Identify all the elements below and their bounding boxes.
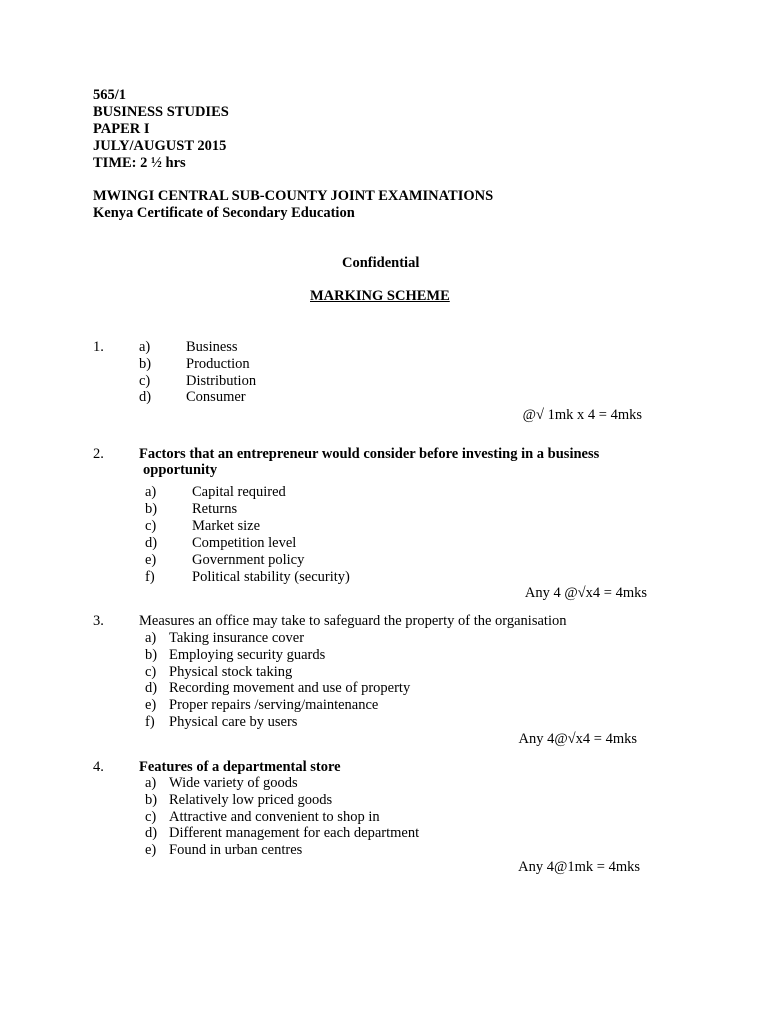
item-text: Physical stock taking bbox=[169, 664, 293, 680]
item-letter: f) bbox=[145, 714, 155, 730]
list-item bbox=[145, 809, 380, 826]
item-text: Recording movement and use of property bbox=[169, 680, 411, 696]
item-text: Competition level bbox=[192, 535, 297, 551]
list-item bbox=[139, 356, 250, 373]
paper-code: 565/1 bbox=[93, 87, 127, 103]
item-text: Market size bbox=[192, 518, 261, 534]
list-item bbox=[145, 664, 292, 681]
item-text: Attractive and convenient to shop in bbox=[169, 809, 380, 825]
certificate-name: Kenya Certificate of Secondary Education bbox=[93, 205, 355, 221]
item-letter: b) bbox=[145, 792, 158, 808]
item-letter: e) bbox=[145, 842, 157, 858]
item-letter: f) bbox=[145, 569, 155, 585]
question-heading: Features of a departmental store bbox=[139, 759, 341, 775]
list-item bbox=[145, 501, 237, 518]
item-letter: a) bbox=[139, 339, 151, 355]
item-letter: c) bbox=[145, 809, 157, 825]
item-text: Proper repairs /serving/maintenance bbox=[169, 697, 379, 713]
item-text: Political stability (security) bbox=[192, 569, 350, 585]
question-heading-cont: opportunity bbox=[143, 462, 218, 478]
item-text: Employing security guards bbox=[169, 647, 326, 663]
question-number: 4. bbox=[93, 759, 104, 775]
confidential-label: Confidential bbox=[342, 255, 420, 271]
item-text: Different management for each department bbox=[169, 825, 420, 841]
paper-number: PAPER I bbox=[93, 121, 150, 137]
item-text: Found in urban centres bbox=[169, 842, 303, 858]
item-letter: d) bbox=[145, 680, 158, 696]
list-item bbox=[139, 389, 246, 406]
item-letter: b) bbox=[139, 356, 152, 372]
item-text: Consumer bbox=[186, 389, 246, 405]
marks-allocation: Any 4 @√x4 = 4mks bbox=[524, 585, 647, 601]
scheme-title: MARKING SCHEME bbox=[310, 288, 450, 304]
item-letter: b) bbox=[145, 501, 158, 517]
item-text: Wide variety of goods bbox=[169, 775, 298, 791]
list-item bbox=[145, 518, 260, 535]
list-item bbox=[145, 775, 298, 792]
item-letter: c) bbox=[139, 373, 151, 389]
item-text: Production bbox=[186, 356, 250, 372]
marks-allocation: @√ 1mk x 4 = 4mks bbox=[522, 407, 642, 423]
item-text: Distribution bbox=[186, 373, 257, 389]
list-item bbox=[145, 680, 410, 697]
item-letter: b) bbox=[145, 647, 158, 663]
question-heading: Factors that an entrepreneur would consider before investing in a business bbox=[139, 446, 600, 462]
list-item bbox=[145, 552, 304, 569]
marks-allocation: Any 4@√x4 = 4mks bbox=[518, 731, 637, 747]
item-text: Physical care by users bbox=[169, 714, 298, 730]
item-text: Relatively low priced goods bbox=[169, 792, 333, 808]
item-text: Capital required bbox=[192, 484, 286, 500]
list-item bbox=[145, 792, 332, 809]
marks-allocation: Any 4@1mk = 4mks bbox=[518, 859, 640, 875]
item-letter: e) bbox=[145, 552, 157, 568]
list-item bbox=[145, 569, 350, 586]
item-text: Returns bbox=[192, 501, 238, 517]
question-heading: Measures an office may take to safeguard the property of the organisation bbox=[139, 613, 567, 629]
item-letter: e) bbox=[145, 697, 157, 713]
question-number: 3. bbox=[93, 613, 104, 629]
list-item bbox=[145, 842, 302, 859]
item-text: Government policy bbox=[192, 552, 305, 568]
item-letter: d) bbox=[139, 389, 152, 405]
item-letter: a) bbox=[145, 775, 157, 791]
question-number: 1. bbox=[93, 339, 104, 355]
list-item bbox=[145, 535, 296, 552]
subject-title: BUSINESS STUDIES bbox=[93, 104, 229, 120]
exam-body: MWINGI CENTRAL SUB-COUNTY JOINT EXAMINATIONS bbox=[93, 188, 494, 204]
list-item bbox=[145, 630, 304, 647]
item-letter: c) bbox=[145, 664, 157, 680]
list-item bbox=[145, 825, 419, 842]
list-item bbox=[145, 714, 297, 731]
item-letter: d) bbox=[145, 535, 158, 551]
list-item bbox=[145, 484, 286, 501]
exam-time: TIME: 2 ½ hrs bbox=[93, 155, 186, 171]
item-text: Business bbox=[186, 339, 238, 355]
item-letter: a) bbox=[145, 484, 157, 500]
item-letter: a) bbox=[145, 630, 157, 646]
list-item bbox=[145, 647, 325, 664]
list-item bbox=[139, 373, 256, 390]
question-number: 2. bbox=[93, 446, 104, 462]
item-text: Taking insurance cover bbox=[169, 630, 305, 646]
exam-date: JULY/AUGUST 2015 bbox=[93, 138, 227, 154]
list-item bbox=[145, 697, 378, 714]
item-letter: c) bbox=[145, 518, 157, 534]
item-letter: d) bbox=[145, 825, 158, 841]
list-item bbox=[139, 339, 238, 356]
exam-header bbox=[93, 87, 229, 172]
